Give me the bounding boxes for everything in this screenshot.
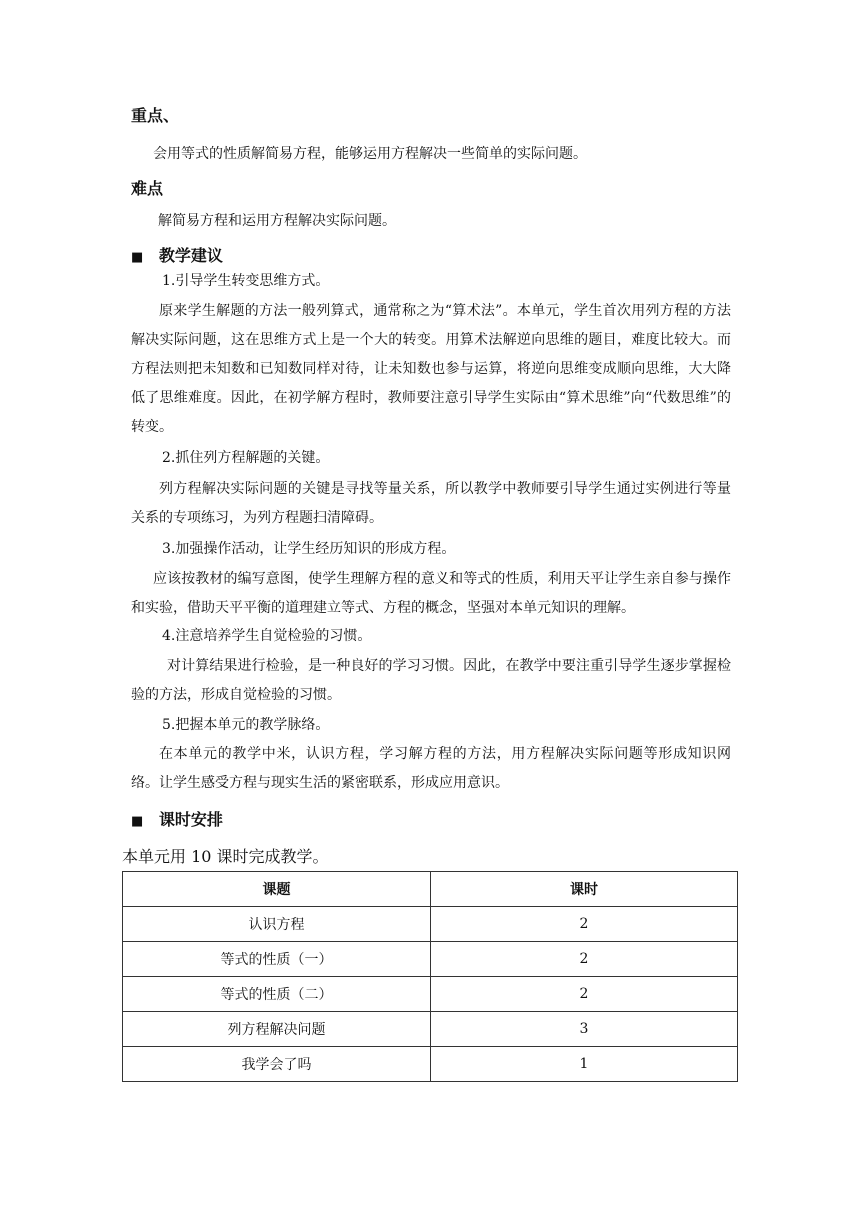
table-row (123, 977, 738, 1012)
row-topic: 认识方程 (123, 907, 431, 942)
heading-jianyi (131, 246, 223, 268)
row-hours: 1 (431, 1047, 738, 1082)
row-hours: 3 (431, 1012, 738, 1047)
item-3-body: 应该按教材的编写意图，使学生理解方程的意义和等式的性质，利用天平让学生亲自参与操作和实验，借助天平平衡的道理建立等式、方程的概念，坚强对本单元知识的理解。 (131, 571, 731, 616)
table-row (123, 1012, 738, 1047)
header-keti: 课题 (123, 872, 431, 907)
nandian-text: 解简易方程和运用方程解决实际问题。 (158, 213, 396, 229)
item-5-title: 5.把握本单元的教学脉络。 (162, 717, 330, 733)
row-topic: 我学会了吗 (123, 1047, 431, 1082)
keshi-intro: 本单元用 10 课时完成教学。 (122, 847, 329, 866)
table-header-row (123, 872, 738, 907)
row-topic: 列方程解决问题 (123, 1012, 431, 1047)
heading-keshi-label: 课时安排 (158, 810, 223, 829)
item-2-title: 2.抓住列方程解题的关键。 (162, 450, 330, 466)
item-4-title: 4.注意培养学生自觉检验的习惯。 (162, 628, 372, 644)
item-4-body: 对计算结果进行检验，是一种良好的学习习惯。因此，在教学中要注重引导学生逐步掌握检验的方法，形成自觉检验的习惯。 (131, 658, 731, 703)
row-topic: 等式的性质（一） (123, 942, 431, 977)
heading-keshi (131, 810, 223, 832)
item-2-body: 列方程解决实际问题的关键是寻找等量关系，所以教学中教师要引导学生通过实例进行等量关系的专项练习，为列方程题扫清障碍。 (131, 481, 731, 526)
item-5-body: 在本单元的教学中米，认识方程，学习解方程的方法，用方程解决实际问题等形成知识网络。让学生感受方程与现实生活的紧密联系，形成应用意识。 (131, 746, 731, 791)
schedule-table (122, 871, 738, 1082)
header-keshi: 课时 (431, 872, 738, 907)
table-row (123, 1047, 738, 1082)
row-hours: 2 (431, 907, 738, 942)
item-3-title: 3.加强操作活动，让学生经历知识的形成方程。 (162, 541, 456, 557)
square-bullet-icon: ■ (131, 814, 144, 829)
table-row (123, 907, 738, 942)
heading-jianyi-label: 教学建议 (158, 246, 223, 265)
table-row (123, 942, 738, 977)
heading-nandian: 难点 (131, 179, 164, 198)
zhongdian-text: 会用等式的性质解简易方程，能够运用方程解决一些简单的实际问题。 (153, 146, 587, 162)
item-1-title: 1.引导学生转变思维方式。 (162, 273, 330, 289)
row-hours: 2 (431, 977, 738, 1012)
item-1-body: 原来学生解题的方法一般列算式，通常称之为“算术法”。本单元，学生首次用列方程的方法解决实际问题，这在思维方式上是一个大的转变。用算术法解逆向思维的题目，难度比较大。而方程法则把未知数和已知数同样对待，让未知数也参与运算，将逆向思维变成顺向思维，大大降低了思维难度。因此，在初学解方程时，教师要注意引导学生实际由“算术思维”向“代数思维”的转变。 (131, 303, 731, 435)
heading-zhongdian: 重点、 (131, 106, 180, 125)
square-bullet-icon: ■ (131, 250, 144, 265)
row-topic: 等式的性质（二） (123, 977, 431, 1012)
row-hours: 2 (431, 942, 738, 977)
